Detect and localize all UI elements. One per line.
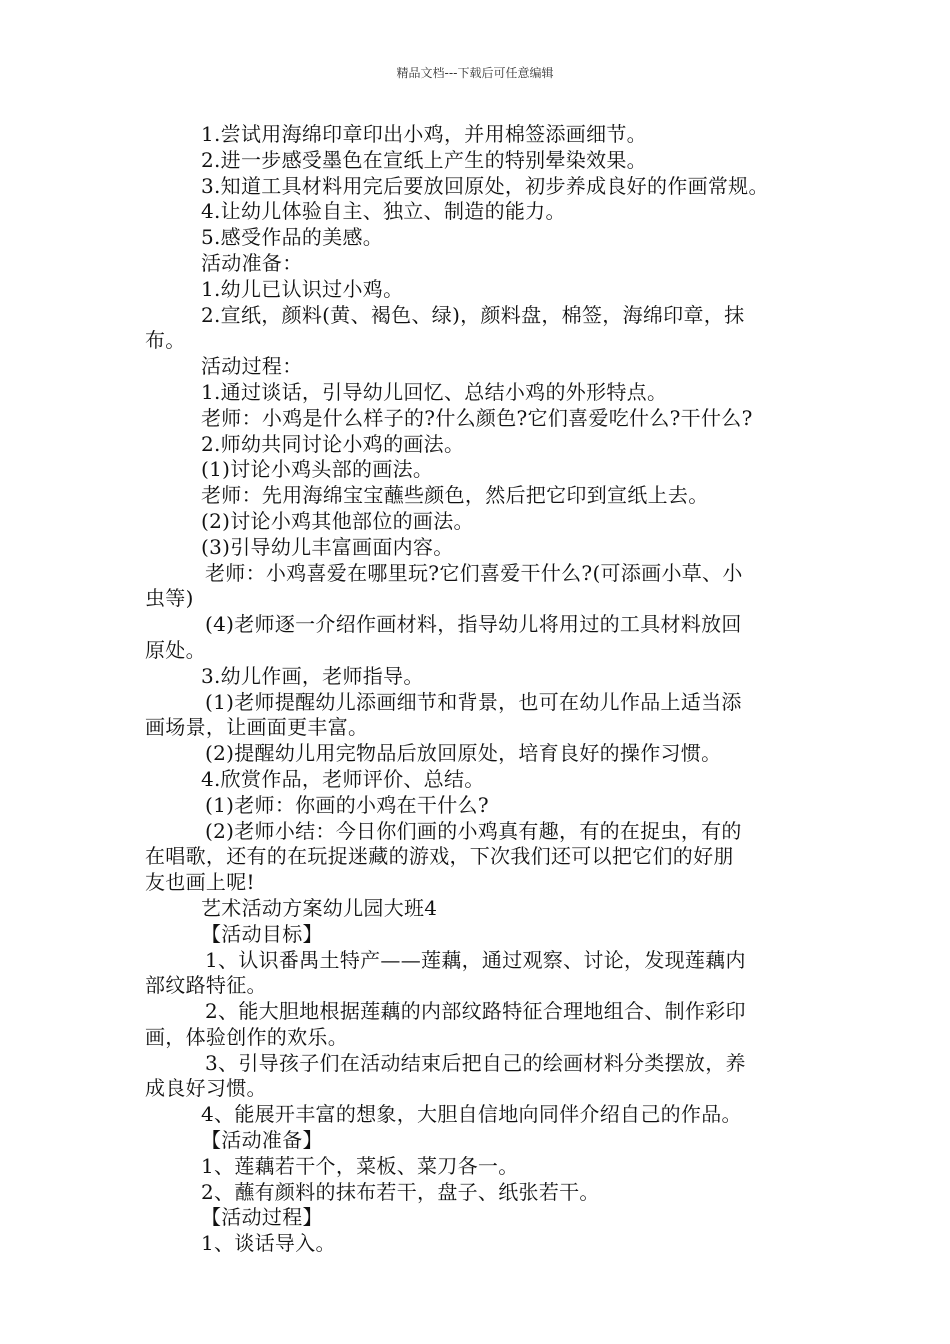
text-line: 艺术活动方案幼儿园大班4 xyxy=(201,895,438,920)
text-line: 1.幼儿已认识过小鸡。 xyxy=(201,276,404,301)
text-line: (1)讨论小鸡头部的画法。 xyxy=(201,457,434,482)
text-line: (2)老师小结：今日你们画的小鸡真有趣，有的在捉虫，有的 xyxy=(205,818,742,843)
text-line: 2.进一步感受墨色在宣纸上产生的特别晕染效果。 xyxy=(201,147,647,172)
text-line: 【活动目标】 xyxy=(201,921,323,946)
text-line: 3、引导孩子们在活动结束后把自己的绘画材料分类摆放，养 xyxy=(205,1050,746,1075)
text-line: 2.宣纸，颜料(黄、褐色、绿)，颜料盘，棉签，海绵印章，抹 xyxy=(201,302,745,327)
text-line: 成良好习惯。 xyxy=(145,1076,267,1101)
text-line: 1、认识番禺土特产——莲藕，通过观察、讨论，发现莲藕内 xyxy=(205,947,746,972)
text-line: 1、莲藕若干个，菜板、菜刀各一。 xyxy=(201,1153,519,1178)
text-line: (2)提醒幼儿用完物品后放回原处，培育良好的操作习惯。 xyxy=(205,741,722,766)
text-line: 3.知道工具材料用完后要放回原处，初步养成良好的作画常规。 xyxy=(201,173,769,198)
text-line: (2)讨论小鸡其他部位的画法。 xyxy=(201,508,474,533)
text-line: 活动过程： xyxy=(201,354,303,379)
text-line: 画场景，让画面更丰富。 xyxy=(145,715,369,740)
text-line: (1)老师：你画的小鸡在干什么? xyxy=(205,792,489,817)
text-line: 【活动准备】 xyxy=(201,1128,323,1153)
page-header: 精品文档---下载后可任意编辑 xyxy=(396,66,554,80)
text-line: (4)老师逐一介绍作画材料，指导幼儿将用过的工具材料放回 xyxy=(205,612,742,637)
text-line: 在唱歌，还有的在玩捉迷藏的游戏，下次我们还可以把它们的好朋 xyxy=(145,844,734,869)
text-line: 布。 xyxy=(145,328,186,353)
text-line: 【活动过程】 xyxy=(201,1205,323,1230)
text-line: 老师：先用海绵宝宝蘸些颜色，然后把它印到宣纸上去。 xyxy=(201,483,709,508)
text-line: 2、蘸有颜料的抹布若干，盘子、纸张若干。 xyxy=(201,1179,600,1204)
text-line: 1.通过谈话，引导幼儿回忆、总结小鸡的外形特点。 xyxy=(201,379,668,404)
text-line: 2、能大胆地根据莲藕的内部纹路特征合理地组合、制作彩印 xyxy=(205,999,746,1024)
document-body xyxy=(145,122,813,1257)
text-line: (3)引导幼儿丰富画面内容。 xyxy=(201,534,454,559)
text-line: 虫等) xyxy=(145,586,194,611)
text-line: 4、能展开丰富的想象，大胆自信地向同伴介绍自己的作品。 xyxy=(201,1102,742,1127)
text-line: 4.让幼儿体验自主、独立、制造的能力。 xyxy=(201,199,566,224)
text-line: 友也画上呢! xyxy=(145,870,255,895)
text-line: 1、谈话导入。 xyxy=(201,1231,336,1256)
text-line: 部纹路特征。 xyxy=(145,973,267,998)
text-line: 2.师幼共同讨论小鸡的画法。 xyxy=(201,431,465,456)
text-line: 原处。 xyxy=(145,637,206,662)
text-line: 老师：小鸡是什么样子的?什么颜色?它们喜爱吃什么?干什么? xyxy=(201,405,753,430)
text-line: (1)老师提醒幼儿添画细节和背景，也可在幼儿作品上适当添 xyxy=(205,689,742,714)
text-line: 4.欣赏作品，老师评价、总结。 xyxy=(201,766,485,791)
text-line: 1.尝试用海绵印章印出小鸡，并用棉签添画细节。 xyxy=(201,122,647,146)
text-line: 活动准备： xyxy=(201,250,303,275)
text-line: 3.幼儿作画，老师指导。 xyxy=(201,663,424,688)
text-line: 老师：小鸡喜爱在哪里玩?它们喜爱干什么?(可添画小草、小 xyxy=(205,560,743,585)
text-line: 画，体验创作的欢乐。 xyxy=(145,1024,348,1049)
text-line: 5.感受作品的美感。 xyxy=(201,225,384,250)
